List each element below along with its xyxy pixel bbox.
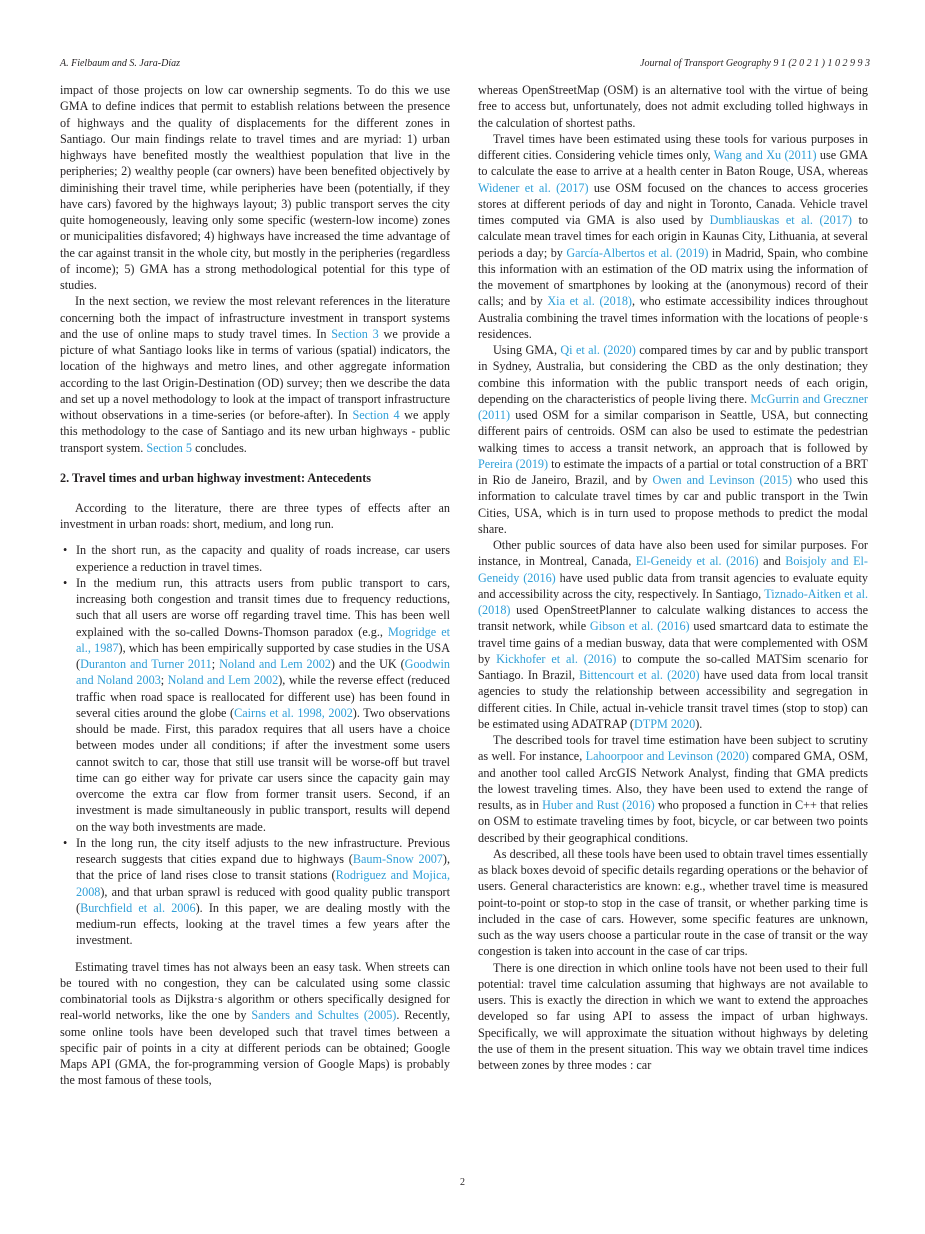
citation-link[interactable]: Sanders and Schultes (2005) xyxy=(251,1008,397,1023)
paragraph: Other public sources of data have also been used for similar purposes. For instance, in Montreal, Canada, El-Geneidy et al. (2016) and Boisjoly and El-Geneidy (2016) have used public data from transit agencies to evaluate equity and accessibility across the city, respectively. In Santiago, Tiznado-Aitken et al. (2018) used OpenStreetPlanner to calculate walking distances to access the transit network, while Gibson et al. (2016) used smartcard data to estimate the travel time gains of a median busway, data that were complemented with OSM by Kickhofer et al. (2016) to compute the so-called MATSim scenario for Santiago. In Brazil, Bittencourt et al. (2020) have used data from local transit agencies to study the relationship between accessibility and segregation in different cities. In Chile, actual in-vehicle transit travel times (stop to stop) can be estimated using ADATRAP (DTPM 2020). xyxy=(478,538,869,731)
section-3-link[interactable]: Section 3 xyxy=(331,326,379,341)
citation-link[interactable]: Mogridge et al., 1987 xyxy=(76,624,450,655)
citation-link[interactable]: El-Geneidy et al. (2016) xyxy=(635,554,759,569)
citation-link[interactable]: Lahoorpoor and Levinson (2020) xyxy=(585,749,749,764)
list-item: • In the short run, as the capacity and quality of roads increase, car users experience a reduction in travel times. xyxy=(60,542,450,575)
running-header-journal: Journal of Transport Geography 9 1 (2 0 2 1 ) 1 0 2 9 9 3 xyxy=(640,58,870,69)
section-heading: 2. Travel times and urban highway investment: Antecedents xyxy=(60,470,372,485)
citation-link[interactable]: Duranton and Turner 2011 xyxy=(80,657,212,671)
paragraph: Travel times have been estimated using these tools for various purposes in different cities. Considering vehicle times only, Wang and Xu (2011) use GMA to calculate the ease to arrive at a health center in Baton Rouge, USA, whereas Widener et al. (2017) use OSM focused on the chances to access groceries stores at different periods of day and night in Toronto, Canada. Vehicle travel times computed via GMA is also used by Dumbliauskas et al. (2017) to calculate mean travel times for each origin in Kaunas City, Lithuania, at several periods a day; by García-Albertos et al. (2019) in Madrid, Spain, who combine this information with an estimation of the OD matrix using the information of the movement of smartphones by looking at the (anonymous) record of their calls; and by Xia et al. (2018), who estimate accessibility indices throughout Australia combining the travel times information with the locations of people·s residences. xyxy=(478,131,869,341)
citation-link[interactable]: DTPM 2020 xyxy=(633,716,696,731)
citation-link[interactable]: Cairns et al. 1998, 2002 xyxy=(234,705,353,720)
citation-link[interactable]: Rodriguez and Mojica, 2008 xyxy=(76,868,451,899)
paragraph: whereas OpenStreetMap (OSM) is an alternative tool with the virtue of being free to access but, unfortunately, does not admit excluding tolled highways in the calculation of shortest paths. xyxy=(478,83,868,130)
citation-link[interactable]: Burchfield et al. 2006 xyxy=(80,900,196,915)
list-item: • In the long run, the city itself adjusts to the new infrastructure. Previous research suggests that cities expand due to highways (Baum-Snow 2007), that the price of land rises close to transit stations (Rodriguez and Mojica, 2008), and that urban sprawl is reduced with good quality public transport (Burchfield et al. 2006). In this paper, we are dealing mostly with the medium-run effects, looking at the travel times a few years after the investment. xyxy=(60,835,450,949)
citation-link[interactable]: Tiznado-Aitken et al. (2018) xyxy=(478,586,868,617)
section-5-link[interactable]: Section 5 xyxy=(146,440,193,455)
citation-link[interactable]: Baum-Snow 2007 xyxy=(352,852,443,866)
citation-link[interactable]: Gibson et al. (2016) xyxy=(589,619,690,634)
citation-link[interactable]: Widener et al. (2017) xyxy=(478,180,589,195)
running-header-authors: A. Fielbaum and S. Jara-Díaz xyxy=(60,58,180,69)
citation-link[interactable]: Goodwin and Noland 2003 xyxy=(76,657,451,688)
paragraph: impact of those projects on low car ownership segments. To do this we use GMA to define indices that permit to establish relations between the presence of highways and the quality of displacements for the different zones in Santiago. Our main findings relate to travel times and are myriad: 1) urban highways have benefited mostly the wealthiest population that live in the peripheries; 2) wealthy people (car owners) have been benefited objectively by diminishing their travel time, while peripheries have been (potentially, if they have cars) favored by the highways layout; 3) public transport serves the city quite homogeneously, leaving only some specific (western-low income) zones or municipalities disfavored; 4) highways have increased the time advantage of the car against transit in the whole city, but mostly in the peripheries (regardless of income); 5) GMA has a strong methodological potential for this type of studies. xyxy=(60,83,450,292)
bullet-list xyxy=(60,542,450,948)
paragraph: According to the literature, there are three types of effects after an investment in urban roads: short, medium, and long run. xyxy=(60,500,450,531)
list-item: • In the medium run, this attracts users from public transport to cars, increasing both congestion and transit times due to frequency reductions, such that all users are worse off regarding travel time. This has been well explained with the so-called Downs-Thomson paradox (e.g., Mogridge et al., 1987), which has been empirically supported by case studies in the USA (Duranton and Turner 2011; Noland and Lem 2002) and the UK (Goodwin and Noland 2003; Noland and Lem 2002), while the reverse effect (reduced traffic when road space is reallocated for different use) has been found in several cities around the globe (Cairns et al. 1998, 2002). Two observations should be made. First, this paradox requires that all users have a choice between modes under all conditions; if after the investment some users cannot switch to car, those that still use transit will be worse-off but travel time can go either way for private car users since the capacity gain may overcome the extra car flow from former transit users. Second, if an investment is made simultaneously in public transport, results will depend on the way both investments are made. xyxy=(60,575,450,835)
paragraph: Estimating travel times has not always been an easy task. When streets can be toured with no congestion, they can be calculated using some classic combinatorial tools as Dijkstra·s algorithm or others specifically designed for real-world networks, like the one by Sanders and Schultes (2005). Recently, some online tools have been developed such that travel times between a specific pair of points in a city at different periods can be obtained; Google Maps API (GMA, the for-programming version of Google Maps) is probably the most famous of these tools, xyxy=(60,959,450,1088)
paragraph: The described tools for travel time estimation have been subject to scrutiny as well. For instance, Lahoorpoor and Levinson (2020) compared GMA, OSM, and another tool called ArcGIS Network Analyst, finding that GMA predicts the lowest traveling times. Also, they have been used to extend the range of results, as in Huber and Rust (2016) who proposed a function in C++ that relies on OSM to estimate traveling times by foot, bicycle, or car between two points described by their geographical conditions. xyxy=(478,733,869,845)
section-4-link[interactable]: Section 4 xyxy=(352,408,400,422)
citation-link[interactable]: Owen and Levinson (2015) xyxy=(652,473,793,487)
paragraph: In the next section, we review the most relevant references in the literature concerning both the impact of infrastructure investment in transport systems and the use of online maps to study travel times. In Section 3 we provide a picture of what Santiago looks like in terms of various (spatial) indicators, the location of the highways and metro lines, and other aggregate information according to the last Origin-Destination (OD) survey; then we describe the data and set up a novel methodology to look at the impact of transport infrastructure without observations in a time-series (or before-after). In Section 4 we apply this methodology to the case of Santiago and its new urban highways - public transport system. Section 5 concludes. xyxy=(60,294,451,455)
citation-link[interactable]: Wang and Xu (2011) xyxy=(713,148,817,162)
paragraph: Using GMA, Qi et al. (2020) compared times by car and by public transport in Sydney, Australia, but considering the CBD as the only destination; they combine this information with the public transport needs of each origin, depending on the characteristics of people living there. McGurrin and Greczner (2011) used OSM for a similar comparison in Seattle, USA, but connecting different pairs of centroids. OSM can also be used to estimate the pedestrian walking times to access a transit network, an approach that is followed by Pereira (2019) to estimate the impacts of a partial or total construction of a BRT in Rio de Janeiro, Brazil, and by Owen and Levinson (2015) who used this information to calculate travel times by car and public transport in the Twin Cities, USA, which is in turn used to propose methods to predict the modal share. xyxy=(478,343,868,536)
citation-link[interactable]: McGurrin and Greczner (2011) xyxy=(478,391,868,422)
citation-link[interactable]: Huber and Rust (2016) xyxy=(542,798,655,812)
citation-link[interactable]: Xia et al. (2018) xyxy=(547,294,632,309)
citation-link[interactable]: Dumbliauskas et al. (2017) xyxy=(709,213,852,227)
citation-link[interactable]: Kickhofer et al. (2016) xyxy=(496,651,617,666)
citation-link[interactable]: García-Albertos et al. (2019) xyxy=(566,245,709,260)
citation-link[interactable]: Noland and Lem 2002 xyxy=(167,673,279,688)
right-column xyxy=(478,82,868,1073)
citation-link[interactable]: Qi et al. (2020) xyxy=(560,343,636,357)
left-column xyxy=(60,82,450,1089)
paragraph: There is one direction in which online tools have not been used to their full potential: travel time calculation assuming that highways are not available to users. This is exactly the direction in which we want to extend the approaches developed so far using API to assess the impact of urban highways. Specifically, we will approximate the situation without highways by deleting the use of them in the present situation. This way we obtain travel time indices between zones by three modes : car xyxy=(478,960,868,1072)
citation-link[interactable]: Pereira (2019) xyxy=(478,456,549,471)
citation-link[interactable]: Noland and Lem 2002 xyxy=(219,657,331,671)
paragraph: As described, all these tools have been used to obtain travel times essentially as black boxes devoid of specific details regarding operations or the behavior of users. General characteristics are known: e.g., whether travel time is measured point-to-point or stop-to stop in the case of transit, or whether parking time is included in the case of cars. However, some specific features are unknown, such as the way users choose a particular route in the case of transit or the way congestion is taken into account in the case of car trips. xyxy=(478,846,868,959)
citation-link[interactable]: Bittencourt et al. (2020) xyxy=(579,668,700,682)
page-number: 2 xyxy=(460,1177,465,1188)
citation-link[interactable]: Boisjoly and El-Geneidy (2016) xyxy=(478,554,868,585)
